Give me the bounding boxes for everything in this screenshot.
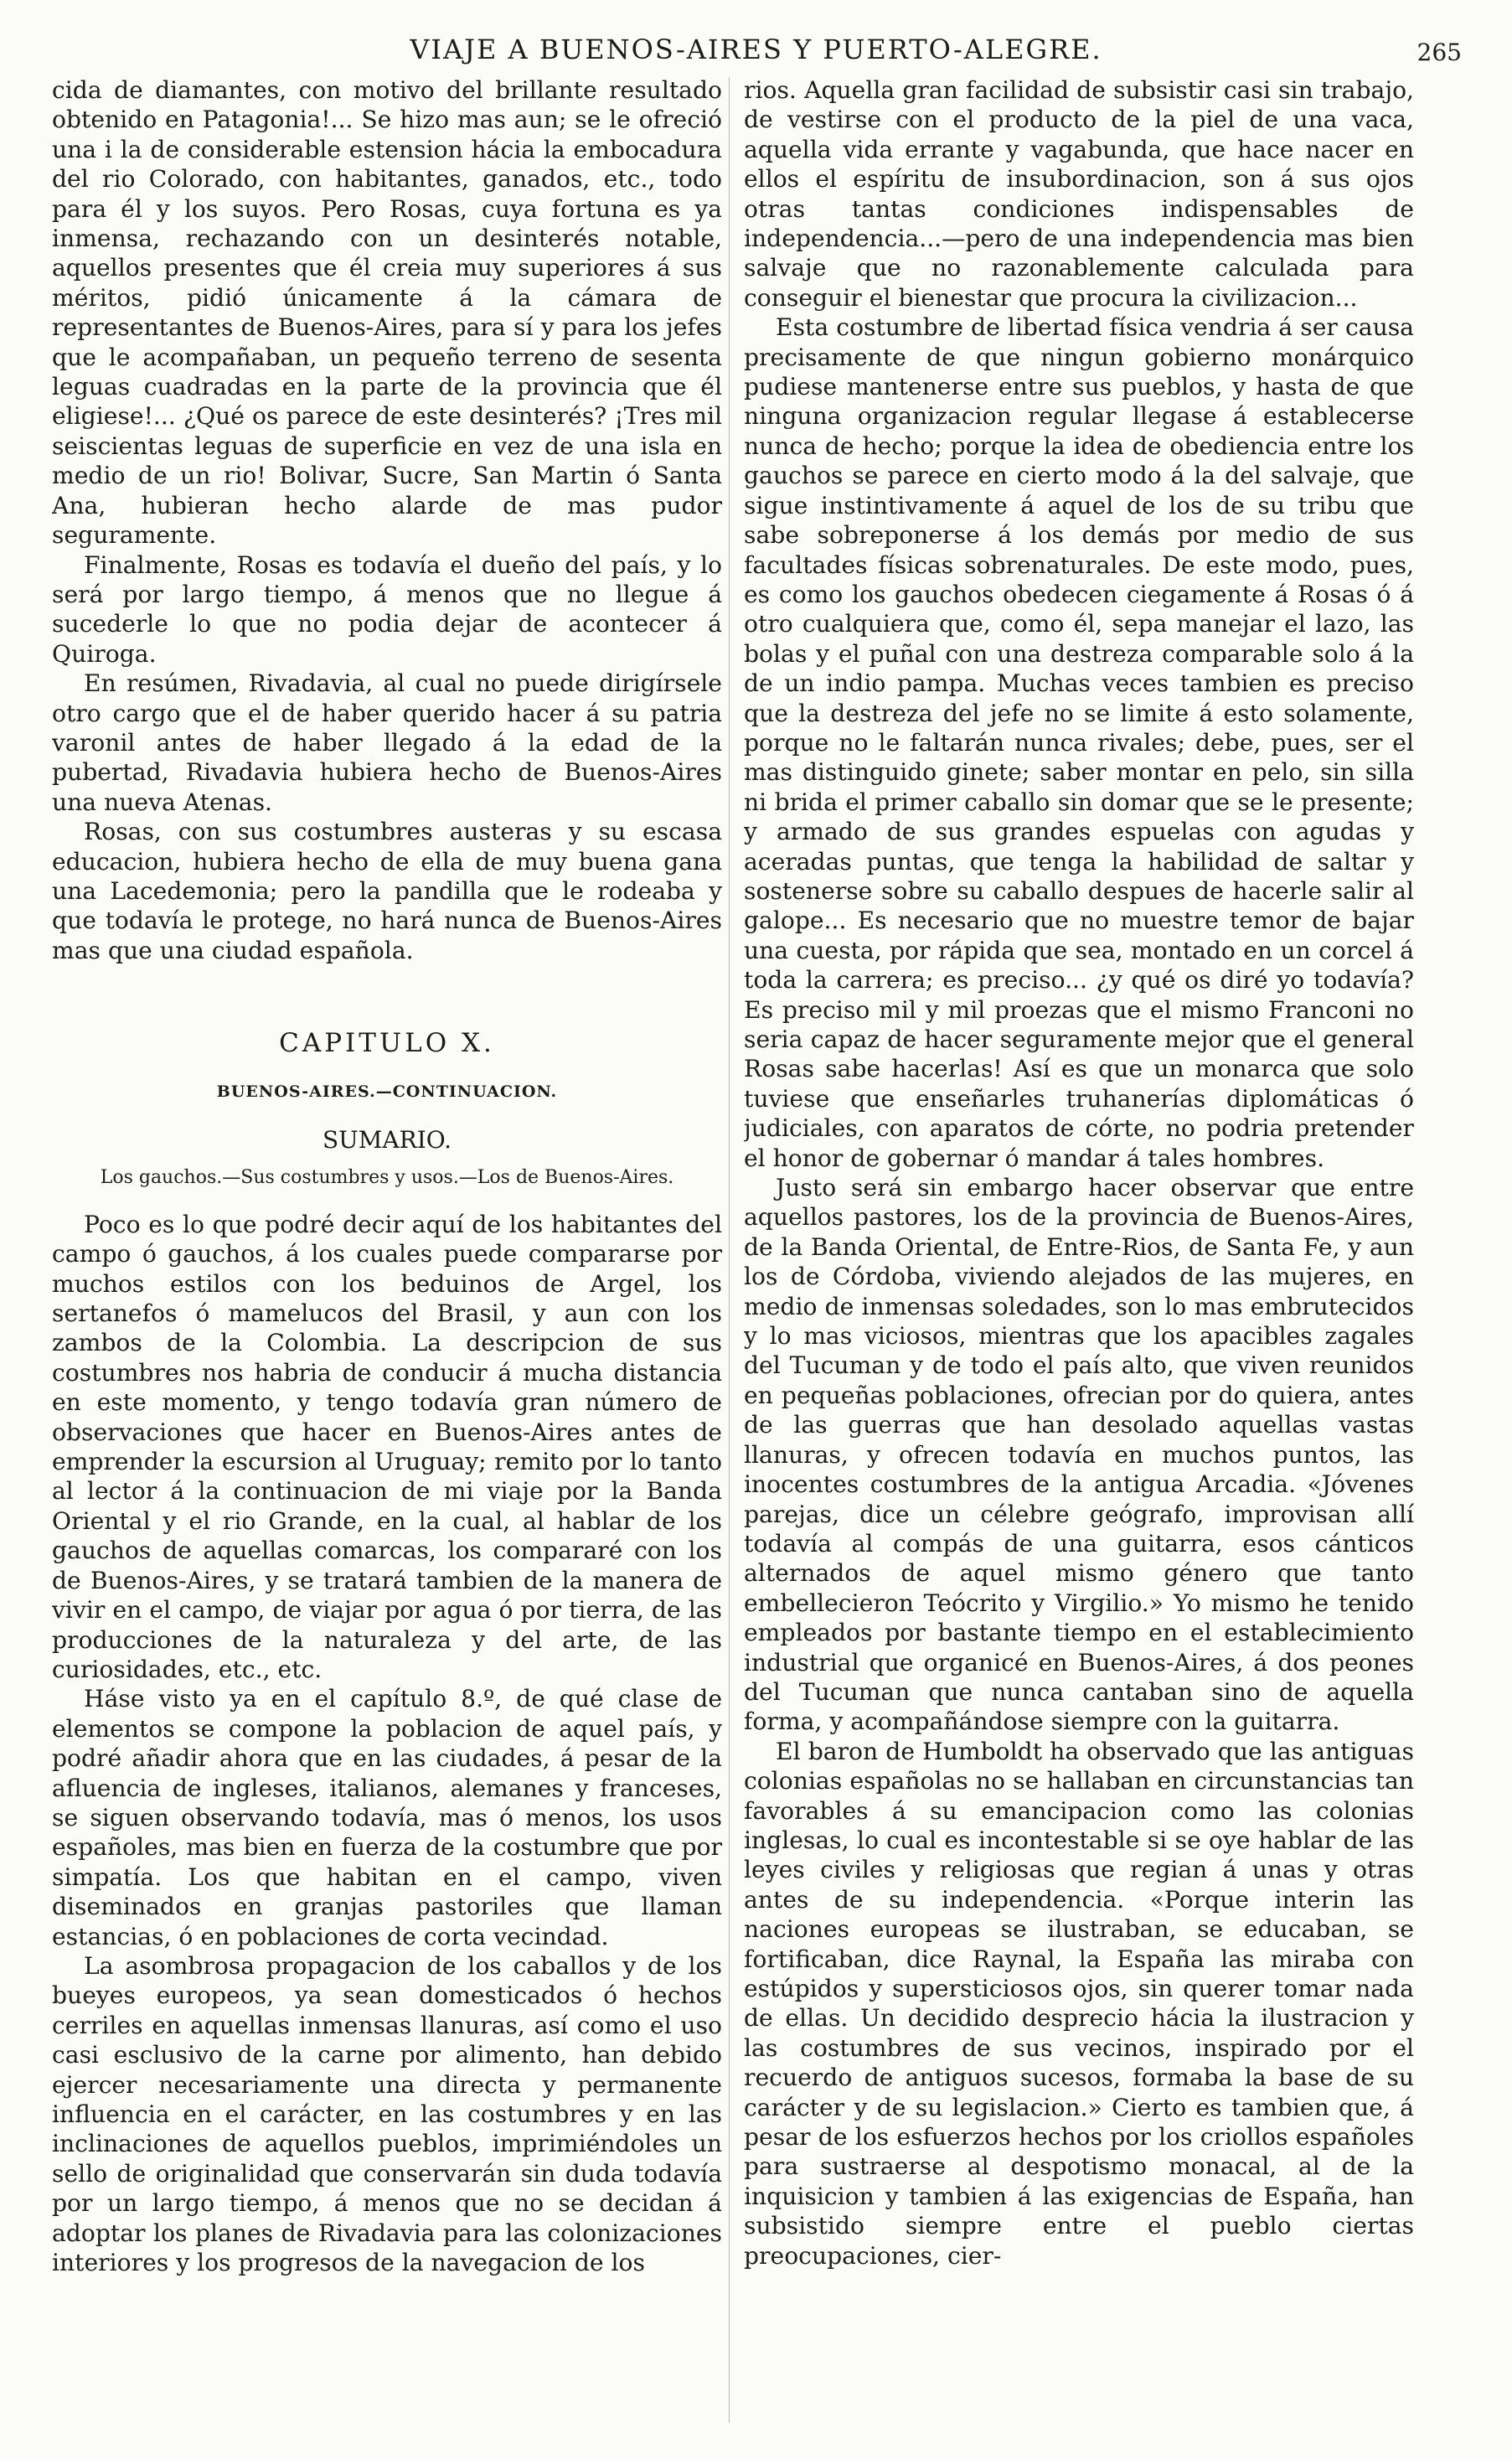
paragraph: Háse visto ya en el capítulo 8.º, de qué clase de elementos se compone la poblacion de aquel país, y podré añadir ahora que en las ciudades, á pesar de la afluencia de ingleses, italianos, alemanes y franceses, se siguen observando todavía, mas ó menos, los usos españoles, mas bien en fuerza de la costumbre que por simpatía. Los que habitan en el campo, viven diseminados en granjas pastoriles que llaman estancias, ó en poblaciones de corta vecindad. [52,1685,722,1950]
left-column [52,75,722,2421]
paragraph: La asombrosa propagacion de los caballos y de los bueyes europeos, ya sean domesticados ó hechos cerriles en aquellas inmensas llanuras, así como el uso casi esclusivo de la carne por alimento, han debido ejercer necesariamente una directa y permanente influencia en el carácter, en las costumbres y en las inclinaciones de aquellos pueblos, imprimiéndoles un sello de originalidad que conservarán sin duda todavía por un largo tiempo, á menos que no se decidan á adoptar los planes de Rivadavia para las colonizaciones interiores y los progresos de la navegacion de los [52,1951,722,2277]
column-divider [729,77,730,2423]
paragraph: Esta costumbre de libertad física vendria á ser causa precisamente de que ningun gobierno monárquico pudiese mantenerse entre sus pueblos, y hasta de que ninguna organizacion regular llegase á establecerse nunca de hecho; porque la idea de obediencia entre los gauchos se parece en cierto modo á la del salvaje, que sigue instintivamente á aquel de los de su tribu que sabe sobreponerse á los demás por medio de sus facultades físicas sobrenaturales. De este modo, pues, es como los gauchos obedecen ciegamente á Rosas ó á otro cualquiera que, como él, sepa manejar el lazo, las bolas y el puñal con una destreza comparable solo á la de un indio pampa. Muchas veces tambien es preciso que la destreza del jefe no se limite á esto solamente, porque no le faltarán nunca rivales; debe, pues, ser el mas distinguido ginete; saber montar en pelo, sin silla ni brida el primer caballo sin domar que se le presente; y armado de sus grandes espuelas con agudas y aceradas puntas, que tenga la habilidad de saltar y sostenerse sobre su caballo despues de hacerle salir al galope... Es necesario que no muestre temor de bajar una cuesta, por rápida que sea, montado en un corcel á toda la carrera; es preciso... ¿y qué os diré yo todavía? Es preciso mil y mil proezas que el mismo Franconi no seria capaz de hacer seguramente mejor que el general Rosas sabe hacerlas! Así es que un monarca que solo tuviese que enseñarles truhanerías diplomáticas ó judiciales, con aparatos de córte, no podria pretender el honor de gobernar ó mandar á tales hombres. [744,313,1414,1172]
paragraph: Poco es lo que podré decir aquí de los habitantes del campo ó gauchos, á los cuales puede compararse por muchos estilos con los beduinos de Argel, los sertanefos ó mamelucos del Brasil, y aun con los zambos de la Colombia. La descripcion de sus costumbres nos habria de conducir á mucha distancia en este momento, y tengo todavía gran número de observaciones que hacer en Buenos-Aires antes de emprender la escursion al Uruguay; remito por lo tanto al lector á la continuacion de mi viaje por la Banda Oriental y el rio Grande, en la cual, al hablar de los gauchos de aquellas comarcas, los compararé con los de Buenos-Aires, y se tratará tambien de la manera de vivir en el campo, de viajar por agua ó por tierra, de las producciones de la naturaleza y del arte, de las curiosidades, etc., etc. [52,1210,722,1683]
paragraph: El baron de Humboldt ha observado que las antiguas colonias españolas no se hallaban en circunstancias tan favorables á su emancipacion como las colonias inglesas, lo cual es incontestable si se oye hablar de las leyes civiles y religiosas que regian á unas y otras antes de su independencia. «Porque interin las naciones europeas se ilustraban, se educaban, se fortificaban, dice Raynal, la España las miraba con estúpidos y supersticiosos ojos, sin querer tomar nada de ellas. Un decidido desprecio hácia la ilustracion y las costumbres de sus vecinos, inspirado por el recuerdo de antiguos sucesos, formaba la base de su carácter y de su legislacion.» Cierto es tambien que, á pesar de los esfuerzos hechos por los criollos españoles para sustraerse al despotismo monacal, al de la inquisicion y tambien á las exigencias de España, han subsistido siempre entre el pueblo ciertas preocupaciones, cier- [744,1737,1414,2270]
paragraph: Finalmente, Rosas es todavía el dueño del país, y lo será por largo tiempo, á menos que no llegue á sucederle lo que no podia dejar de acontecer á Quiroga. [52,550,722,668]
summary-title: SUMARIO. [322,1126,452,1154]
paragraph: En resúmen, Rivadavia, al cual no puede dirigírsele otro cargo que el de haber querido hacer á su patria varonil antes de haber llegado á la edad de la pubertad, Rivadavia hubiera hecho de Buenos-Aires una nueva Atenas. [52,669,722,816]
paragraph: Justo será sin embargo hacer observar que entre aquellos pastores, los de la provincia de Buenos-Aires, de la Banda Oriental, de Entre-Rios, de Santa Fe, y aun los de Córdoba, viviendo alejados de las mujeres, en medio de inmensas soledades, son lo mas embrutecidos y lo mas viciosos, mientras que los apacibles zagales del Tucuman y de todo el país alto, que viven reunidos en pequeñas poblaciones, ofrecian por do quiera, antes de las guerras que han desolado aquellas vastas llanuras, y ofrecen todavía en muchos puntos, las inocentes costumbres de la antigua Arcadia. «Jóvenes parejas, dice un célebre geógrafo, improvisan allí todavía al compás de una guitarra, esos cánticos alternados de aquel mismo género que tanto embellecieron Teócrito y Virgilio.» Yo mismo he tenido empleados por bastante tiempo en el establecimiento industrial que organicé en Buenos-Aires, á dos peones del Tucuman que nunca cantaban sino de aquella forma, y acompañándose siempre con la guitarra. [744,1174,1414,1736]
paragraph: rios. Aquella gran facilidad de subsistir casi sin trabajo, de vestirse con el producto de la piel de una vaca, aquella vida errante y vagabunda, que hace nacer en ellos el espíritu de insubordinacion, son á sus ojos otras tantas condiciones indispensables de independencia...—pero de una independencia mas bien salvaje que no razonablemente calculada para conseguir el bienestar que procura la civilizacion... [744,76,1414,312]
chapter-title: CAPITULO X. [279,1028,495,1059]
summary-text: Los gauchos.—Sus costumbres y usos.—Los de Buenos-Aires. [100,1167,674,1189]
right-column [744,75,1414,2421]
paragraph: cida de diamantes, con motivo del brillante resultado obtenido en Patagonia!... Se hizo mas aun; se le ofreció una i la de considerable estension hácia la embocadura del rio Colorado, con habitantes, ganados, etc., todo para él y los suyos. Pero Rosas, cuya fortuna es ya inmensa, rechazando con un desinterés notable, aquellos presentes que él creia muy superiores á sus méritos, pidió únicamente á la cámara de representantes de Buenos-Aires, para sí y para los jefes que le acompañaban, un pequeño terreno de sesenta leguas cuadradas en la parte de la provincia que él eligiese!... ¿Qué os parece de este desinterés? ¡Tres mil seiscientas leguas de superficie en vez de una isla en medio de un rio! Bolivar, Sucre, San Martin ó Santa Ana, hubieran hecho alarde de mas pudor seguramente. [52,76,722,550]
page-number: 265 [1417,39,1462,66]
chapter-subtitle: BUENOS-AIRES.—CONTINUACION. [216,1082,558,1101]
paragraph: Rosas, con sus costumbres austeras y su escasa educacion, hubiera hecho de ella de muy buena gana una Lacedemonia; pero la pandilla que le rodeaba y que todavía le protege, no hará nunca de Buenos-Aires mas que una ciudad española. [52,818,722,964]
running-title: VIAJE A BUENOS-AIRES Y PUERTO-ALEGRE. [410,34,1102,65]
running-head [50,34,1462,67]
